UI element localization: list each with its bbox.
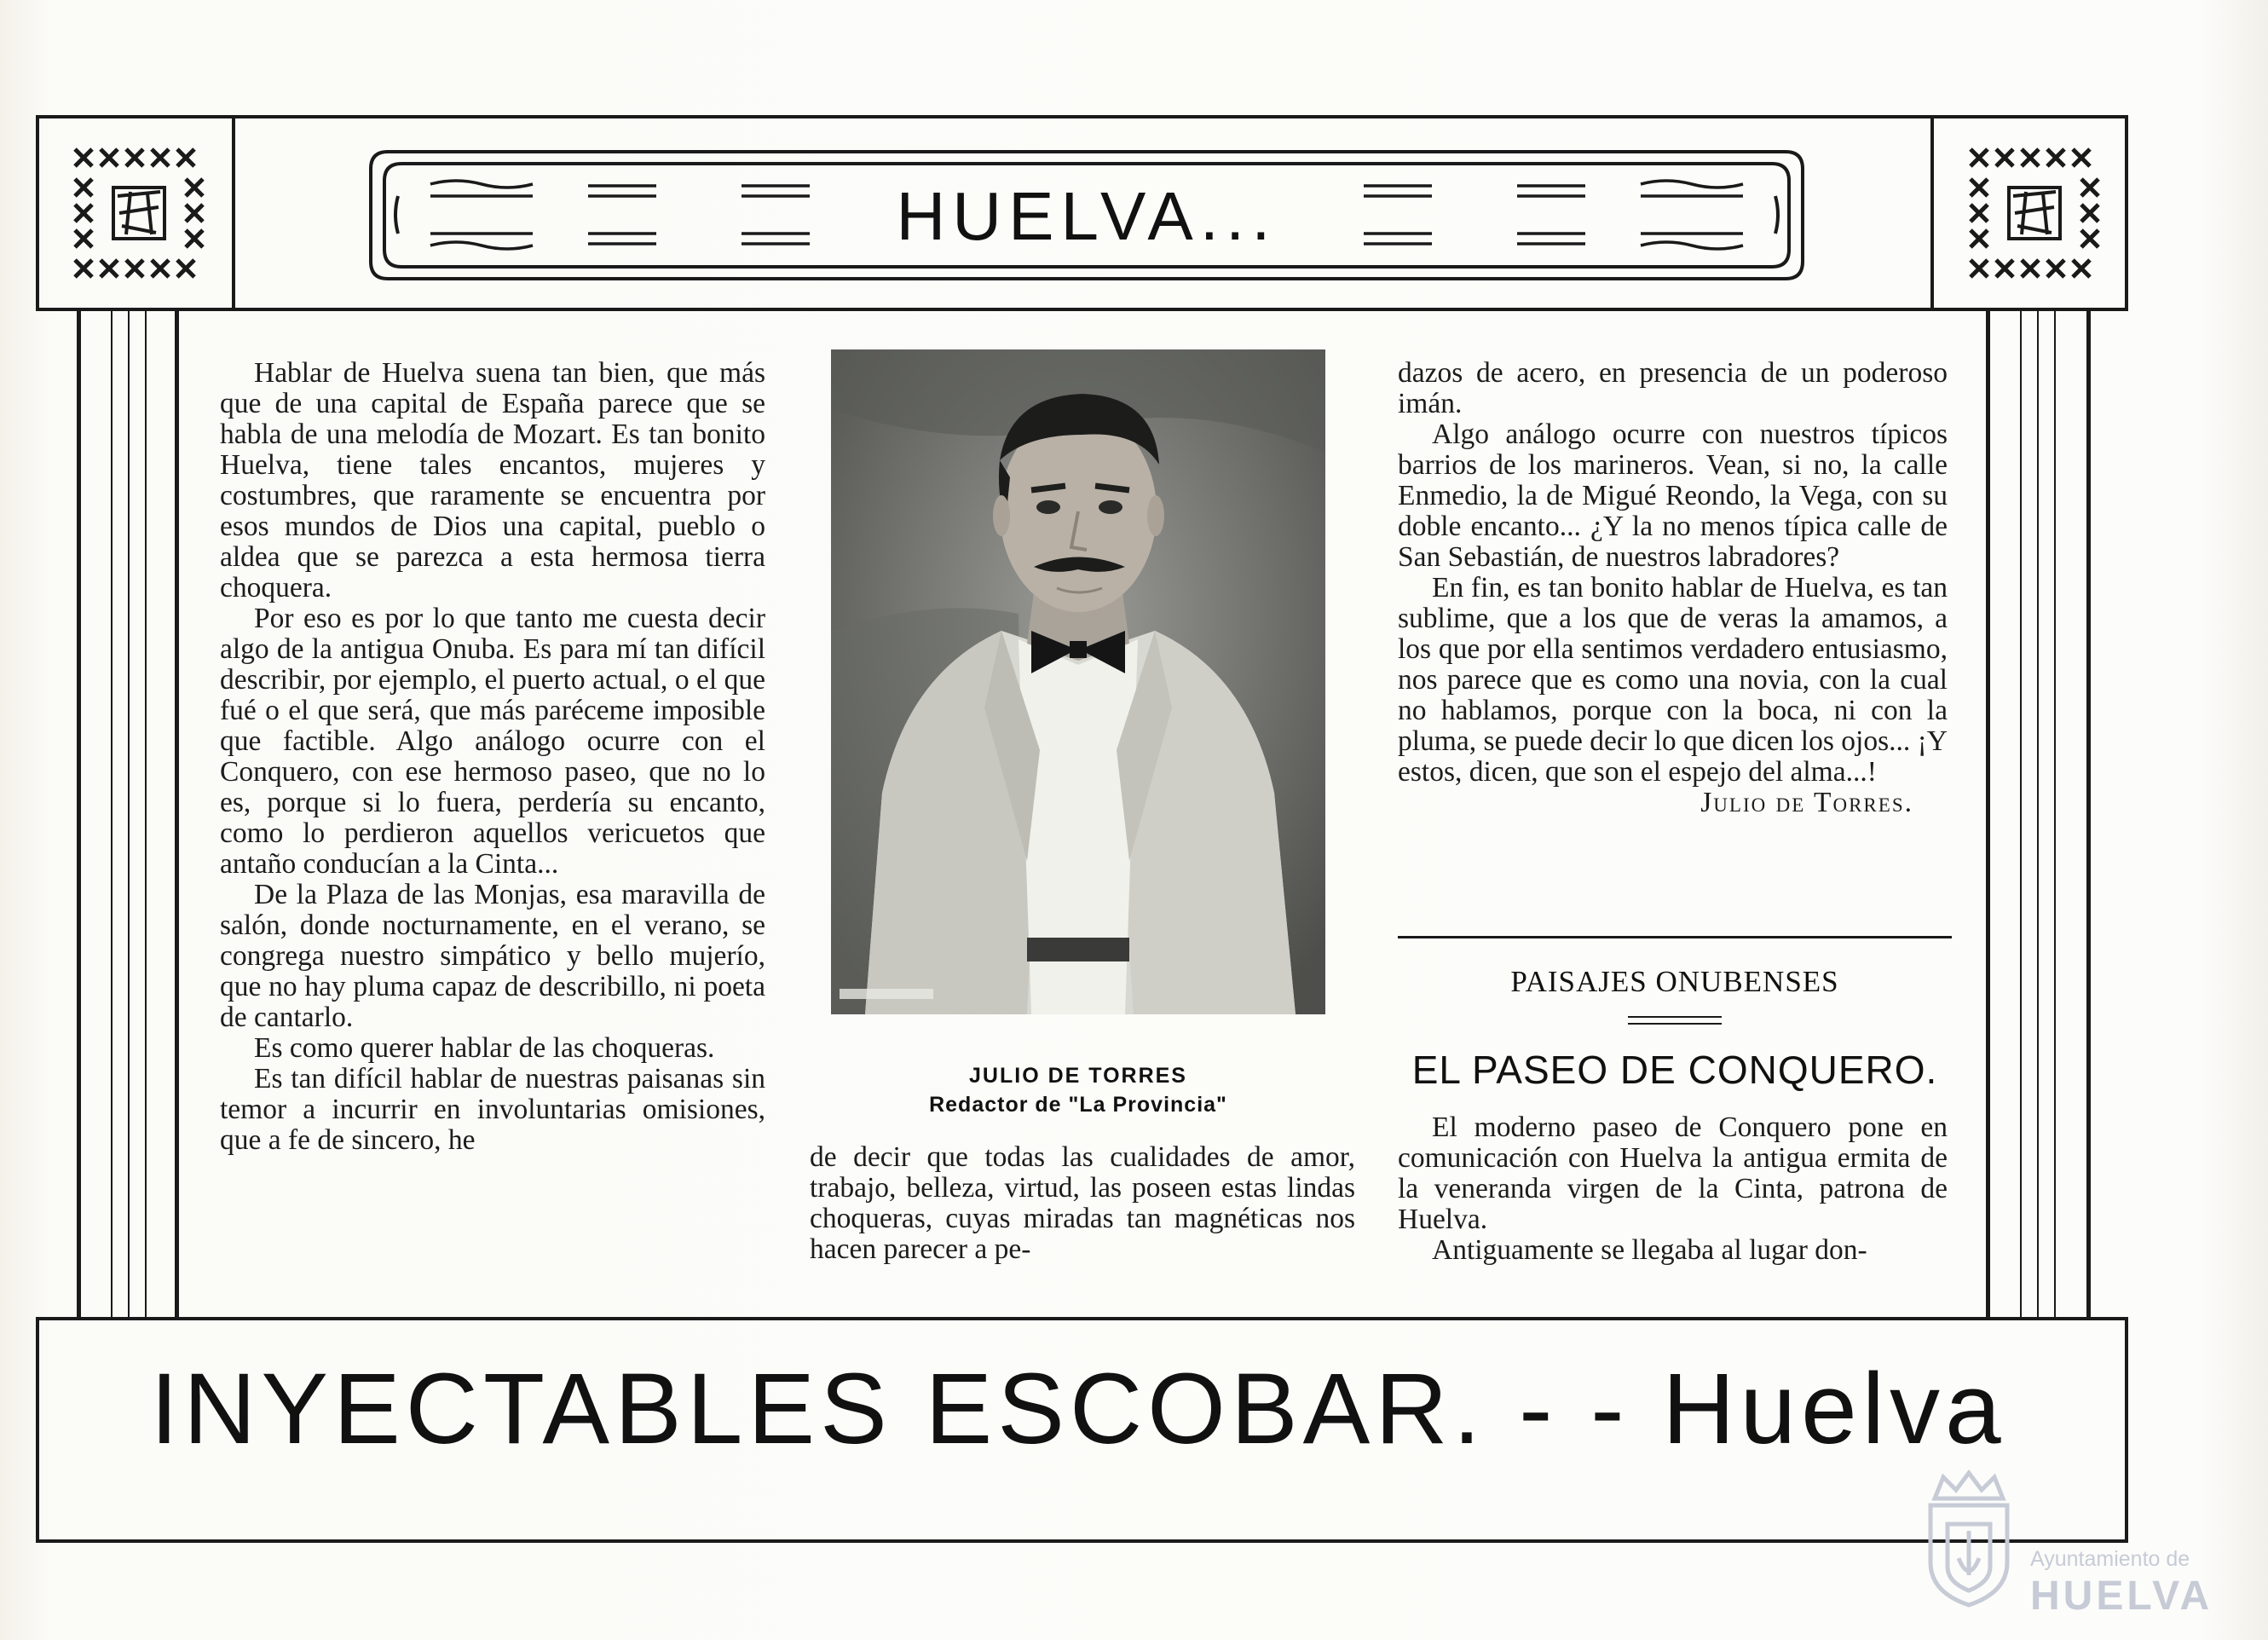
section-divider [1398, 936, 1952, 938]
paragraph: Es como querer hablar de las choqueras. [254, 1032, 715, 1064]
section-kicker: PAISAJES ONUBENSES [1510, 965, 1839, 998]
paragraph: El moderno paseo de Conquero pone en comunicación con Huelva la antigua ermita de la veneranda virgen de la Cinta, patrona de Huelva. [1398, 1112, 1948, 1235]
title-box [362, 145, 1811, 286]
left-rule-1 [77, 311, 81, 1317]
right-rule-5 [2086, 311, 2091, 1317]
left-rule-2 [111, 311, 113, 1317]
watermark-label: Ayuntamiento de [2030, 1547, 2190, 1571]
paragraph: Algo análogo ocurre con nuestros típicos barrios de los marineros. Vean, si no, la calle Enmedio, la de Migué Reondo, la Vega, con su doble encanto... ¿Y la no menos típica calle de San Sebastián, de nuestros labradores? [1398, 419, 1948, 573]
paragraph: En fin, es tan bonito hablar de Huelva, es tan sublime, que a los que de veras la amamos, a los que por ella sentimos verdadero entusiasmo, nos parece que es como una novia, con la cual no hablamos, porque con la boca, ni con la pluma, se puede decir lo que dicen los ojos... ¡Y estos, dicen, que son el espejo del alma...! [1398, 572, 1948, 788]
article-column-right [1398, 358, 1948, 818]
right-rule-1 [1986, 311, 1990, 1317]
right-rule-4 [2054, 311, 2056, 1317]
portrait-photo [831, 349, 1325, 1014]
left-rule-5 [175, 311, 179, 1317]
paragraph: dazos de acero, en presencia de un poderoso imán. [1398, 357, 1948, 419]
section-title: EL PASEO DE CONQUERO. [1411, 1048, 1938, 1092]
paragraph: De la Plaza de las Monjas, esa maravilla de salón, donde nocturnamente, en el verano, se congrega nuestro simpático y bello mujerío, que no hay pluma capaz de describillo, ni poeta de cantarlo. [220, 879, 765, 1033]
paragraph: Es tan difícil hablar de nuestras paisanas sin temor a incurrir en involuntarias omisiones, que a fe de sincero, he [220, 1063, 765, 1156]
portrait-image [831, 349, 1325, 1014]
paragraph: Hablar de Huelva suena tan bien, que más que de una capital de España parece que se habla de una melodía de Mozart. Es tan bonito Huelva, tiene tales encantos, mujeres y costumbres, que raramente se encuentra por esos mundos de Dios una capital, pueblo o aldea que se parezca a esta hermosa tierra choquera. [220, 357, 765, 603]
watermark-city: HUELVA [2030, 1574, 2213, 1619]
photo-caption-name: JULIO DE TORRES [969, 1064, 1187, 1088]
article-column-left [220, 358, 765, 1156]
paragraph: Antiguamente se llegaba al lugar don- [1432, 1234, 1867, 1266]
kicker-underline-1 [1628, 1016, 1722, 1018]
header-right-divider [1930, 115, 1934, 311]
right-ornament-icon [1962, 141, 2107, 286]
author-signature: Julio de Torres. [1700, 787, 1913, 818]
article-column-center [810, 1142, 1355, 1265]
right-rule-2 [2020, 311, 2022, 1317]
paragraph: de decir que todas las cualidades de amor, trabajo, belleza, virtud, las poseen estas lindas choqueras, cuyas miradas tan magnéticas nos hacen parecer a pe- [810, 1141, 1355, 1265]
kicker-underline-2 [1628, 1023, 1722, 1025]
page-title: HUELVA... [896, 178, 1278, 254]
header-left-divider [232, 115, 235, 311]
paragraph: Por eso es por lo que tanto me cuesta decir algo de la antigua Onuba. Es para mí tan difícil describir, por ejemplo, el puerto actual, o el que fué o el que será, que más paréceme imposible que factible. Algo análogo ocurre con el Conquero, con ese hermoso paseo, que no lo es, porque si lo fuera, perdería su encanto, como lo perdieron aquellos vericuetos que antaño conducían a la Cinta... [220, 603, 765, 880]
right-rule-3 [2037, 311, 2039, 1317]
advert-text: INYECTABLES ESCOBAR. - - Huelva [150, 1353, 2006, 1465]
section-body [1398, 1112, 1948, 1266]
left-rule-3 [128, 311, 130, 1317]
left-rule-4 [145, 311, 147, 1317]
left-ornament-icon [66, 141, 211, 286]
photo-caption-role: Redactor de "La Provincia" [929, 1093, 1227, 1117]
